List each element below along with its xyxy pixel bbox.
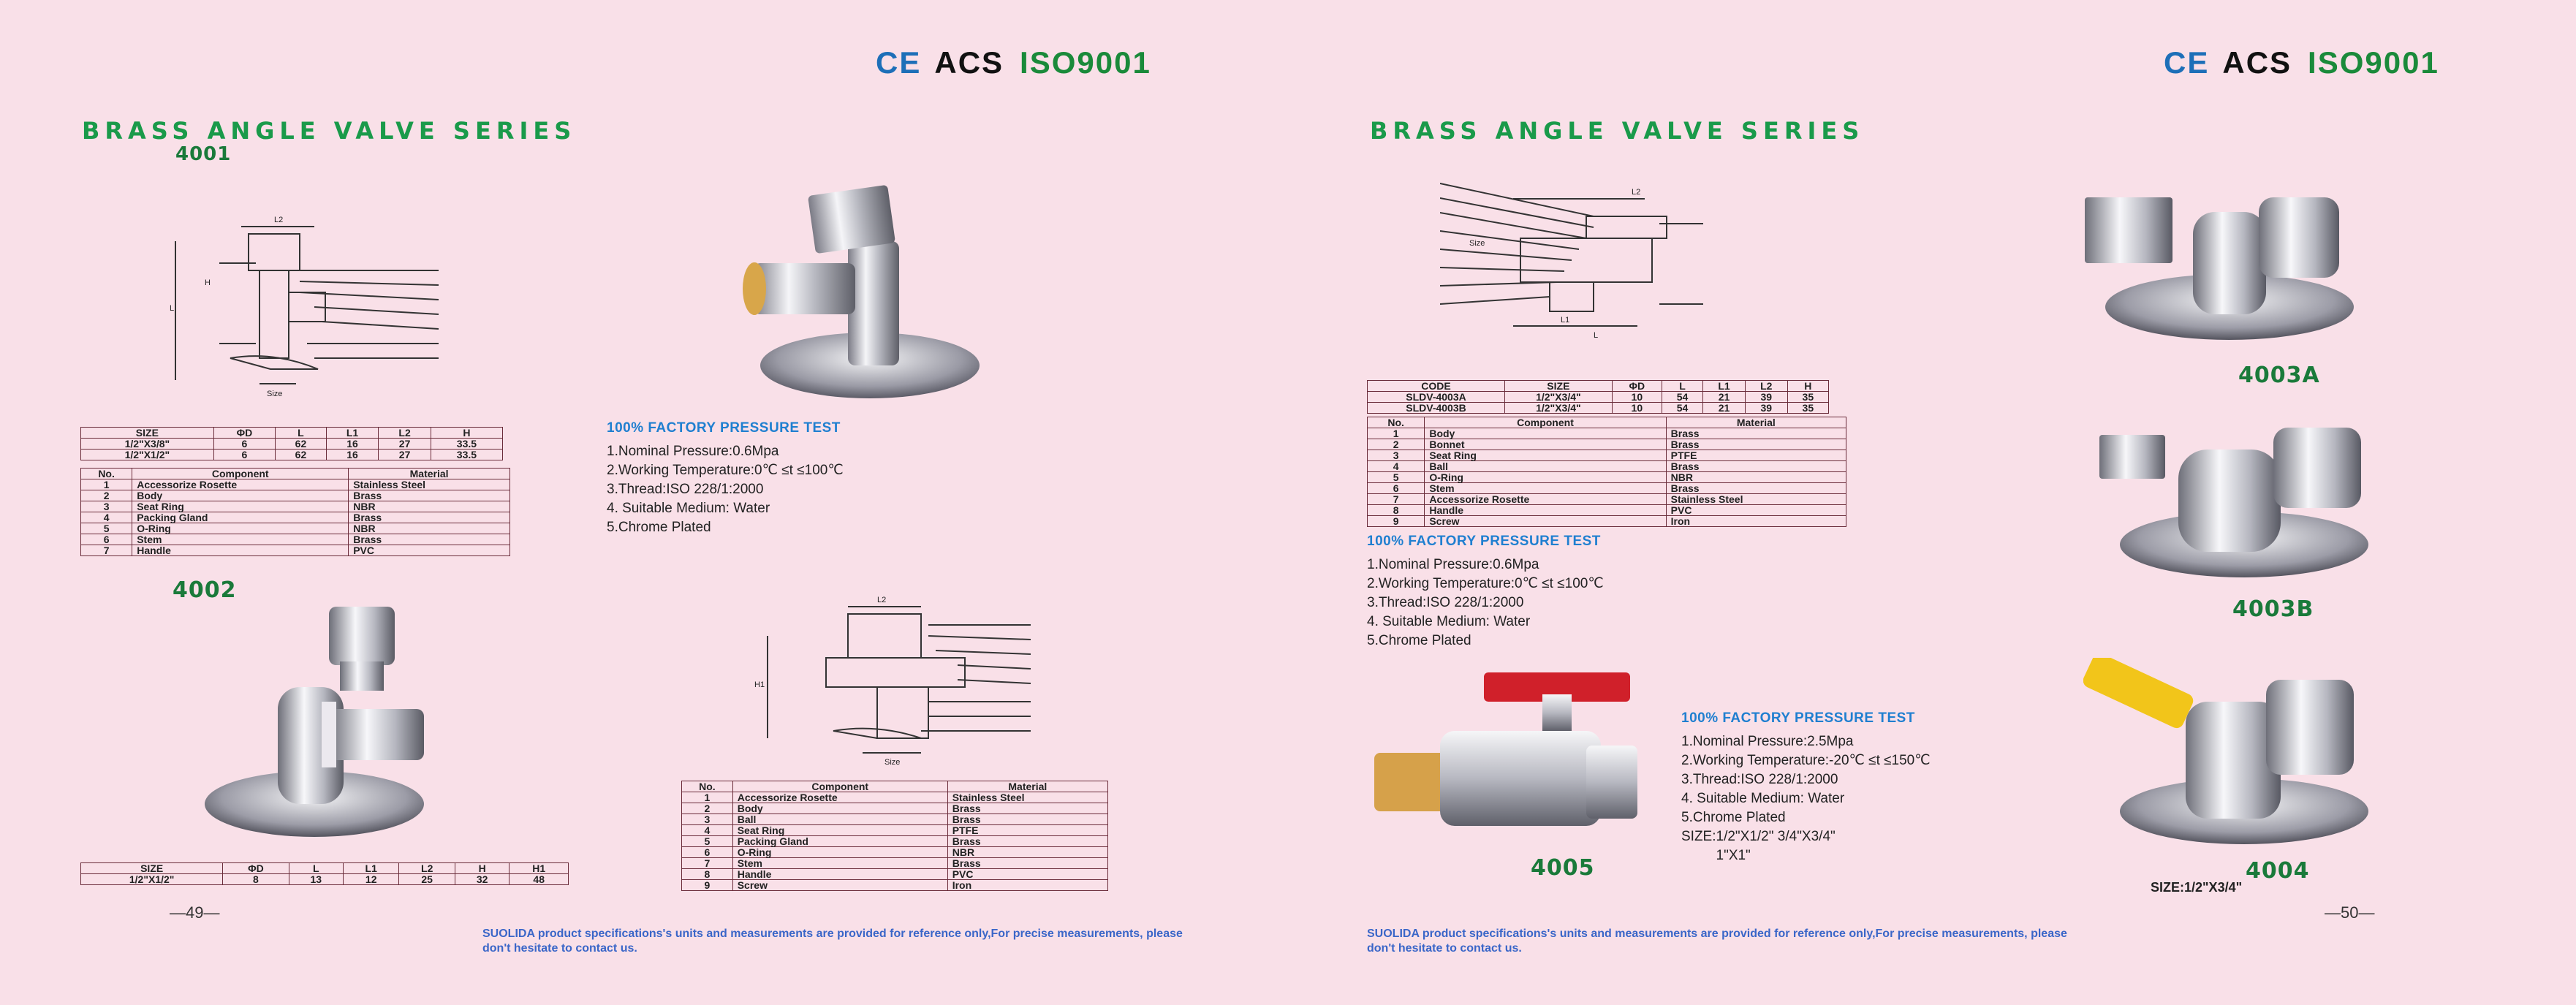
pressure-test-4003: 100% FACTORY PRESSURE TEST 1.Nominal Pressure:0.6Mpa 2.Working Temperature:0℃ ≤t ≤100℃ 3.Thread:ISO 228/1:2000 4. Suitable Medium: Water 5.Chrome Plated: [1367, 534, 1604, 648]
table-row: 4 Packing Gland Brass: [81, 512, 510, 523]
table-row: 9 Screw Iron: [1368, 516, 1846, 527]
model-4004: 4004: [2246, 858, 2310, 884]
pressure-test-heading: 100% FACTORY PRESSURE TEST: [607, 420, 841, 436]
iso-mark: ISO9001: [1020, 45, 1151, 80]
pressure-test-heading: 100% FACTORY PRESSURE TEST: [1367, 534, 1601, 549]
table-row: 1/2"X1/2" 6 62 16 27 33.5: [81, 450, 503, 460]
table-row: 5 O-Ring NBR: [1368, 472, 1846, 483]
pressure-test-left: 100% FACTORY PRESSURE TEST 1.Nominal Pressure:0.6Mpa 2.Working Temperature:0℃ ≤t ≤100℃ 3.Thread:ISO 228/1:2000 4. Suitable Medium: Water 5.Chrome Plated: [607, 420, 844, 535]
table-row: 7 Handle PVC: [81, 545, 510, 556]
pressure-test-4005: 100% FACTORY PRESSURE TEST 1.Nominal Pressure:2.5Mpa 2.Working Temperature:-20℃ ≤t ≤150℃ 3.Thread:ISO 228/1:2000 4. Suitable Medium: Water 5.Chrome Plated SIZE:1/2"X1/2" 3/4"X3/4" 1"X1": [1681, 710, 1931, 863]
pressure-test-heading: 100% FACTORY PRESSURE TEST: [1681, 710, 1915, 726]
table-row: 5 O-Ring NBR: [81, 523, 510, 534]
size-table-4001: SIZE ΦD L L1 L2 H 1/2"X3/8" 6 62 16 27 33.5 1/2"X1/2" 6 62 16 27 33.5: [80, 427, 503, 460]
table-row: 8 Handle PVC: [1368, 505, 1846, 516]
size-table-4002: SIZE ΦD L L1 L2 H H1 1/2"X1/2" 8 13 12 25 32 48: [80, 862, 569, 885]
table-row: SLDV-4003B 1/2"X3/4" 10 54 21 39 35: [1368, 403, 1829, 414]
cert-logos-right: [2164, 45, 2439, 80]
acs-mark: ACS: [2222, 45, 2292, 80]
model-4001: 4001: [175, 143, 232, 165]
svg-text:L: L: [170, 304, 175, 313]
page-number-right: —50—: [2325, 903, 2375, 922]
page-number-left: —49—: [170, 903, 220, 922]
svg-text:L2: L2: [1632, 188, 1641, 197]
table-row: 1/2"X1/2" 8 13 12 25 32 48: [81, 874, 569, 885]
acs-mark: ACS: [934, 45, 1004, 80]
photo-4003a: [2076, 183, 2398, 344]
table-row: 4 Ball Brass: [1368, 461, 1846, 472]
svg-text:Size: Size: [884, 758, 901, 767]
svg-text:H: H: [205, 278, 211, 287]
table-row: 6 Stem Brass: [1368, 483, 1846, 494]
svg-text:Size: Size: [267, 390, 283, 398]
photo-4002: [197, 599, 446, 841]
size-caption-4004: SIZE:1/2"X3/4": [2151, 880, 2243, 895]
svg-text:L: L: [1594, 331, 1599, 340]
table-row: 5 Packing Gland Brass: [682, 836, 1108, 847]
cert-logos-left: [876, 45, 1151, 80]
table-row: 4 Seat Ring PTFE: [682, 825, 1108, 836]
table-row: 7 Accessorize Rosette Stainless Steel: [1368, 494, 1846, 505]
drawing-4001: [168, 212, 446, 402]
table-row: 1/2"X3/8" 6 62 16 27 33.5: [81, 439, 503, 450]
table-row: 1 Body Brass: [1368, 428, 1846, 439]
photo-4005: [1367, 672, 1659, 841]
table-row: 1 Accessorize Rosette Stainless Steel: [81, 479, 510, 490]
table-row: 3 Seat Ring NBR: [81, 501, 510, 512]
table-row: 3 Ball Brass: [682, 814, 1108, 825]
drawing-4002: [753, 592, 1038, 767]
model-4005: 4005: [1531, 855, 1595, 881]
svg-text:L2: L2: [877, 596, 887, 604]
footer-disclaimer-right: SUOLIDA product specifications's units and measurements are provided for reference only,For precise measurements, please don't hesitate to contact us.: [1367, 928, 2067, 955]
table-row: 2 Body Brass: [81, 490, 510, 501]
table-row: 3 Seat Ring PTFE: [1368, 450, 1846, 461]
series-title-left: BRASS ANGLE VALVE SERIES: [82, 117, 577, 145]
ce-mark: CE: [2164, 45, 2210, 80]
component-table-4003: No. Component Material 1 Body Brass 2 Bonnet Brass 3 Seat Ring PTFE 4 Ball Brass 5 O-Ring NBR 6 Stem Brass 7 Accessorize Rosette Stainless Steel 8 Handle PVC 9 Screw Iron: [1367, 417, 1846, 527]
table-row: 2 Body Brass: [682, 803, 1108, 814]
table-row: 7 Stem Brass: [682, 858, 1108, 869]
svg-text:Size: Size: [1469, 239, 1485, 248]
table-row: 2 Bonnet Brass: [1368, 439, 1846, 450]
drawing-4003: [1440, 172, 1732, 341]
svg-text:L2: L2: [274, 216, 284, 224]
footer-disclaimer-left: SUOLIDA product specifications's units and measurements are provided for reference only,For precise measurements, please don't hesitate to contact us.: [482, 928, 1183, 955]
photo-4004: [2083, 658, 2405, 848]
table-row: 9 Screw Iron: [682, 880, 1108, 891]
table-row: 6 O-Ring NBR: [682, 847, 1108, 858]
model-4002: 4002: [173, 577, 237, 603]
svg-text:L1: L1: [1561, 316, 1570, 325]
component-table-4002: No. Component Material 1 Accessorize Rosette Stainless Steel 2 Body Brass 3 Ball Brass 4 Seat Ring PTFE 5 Packing Gland Brass 6 O-Ring NBR 7 Stem Brass 8 Handle PVC 9 Screw Iron: [681, 781, 1108, 891]
table-row: 1 Accessorize Rosette Stainless Steel: [682, 792, 1108, 803]
photo-4003b: [2091, 420, 2398, 581]
size-table-4003: CODE SIZE ΦD L L1 L2 H SLDV-4003A 1/2"X3/4" 10 54 21 39 35 SLDV-4003B 1/2"X3/4" 10 54 21 39 35: [1367, 380, 1829, 414]
model-4003a: 4003A: [2238, 363, 2320, 388]
ce-mark: CE: [876, 45, 922, 80]
table-row: 8 Handle PVC: [682, 869, 1108, 880]
table-row: SLDV-4003A 1/2"X3/4" 10 54 21 39 35: [1368, 392, 1829, 403]
series-title-right: BRASS ANGLE VALVE SERIES: [1370, 117, 1865, 145]
model-4003b: 4003B: [2232, 596, 2314, 622]
component-table-4001: No. Component Material 1 Accessorize Rosette Stainless Steel 2 Body Brass 3 Seat Ring NBR 4 Packing Gland Brass 5 O-Ring NBR 6 Stem Brass 7 Handle PVC: [80, 468, 510, 556]
iso-mark: ISO9001: [2308, 45, 2439, 80]
table-row: 6 Stem Brass: [81, 534, 510, 545]
photo-4001: [724, 175, 987, 409]
svg-text:H1: H1: [754, 680, 765, 689]
